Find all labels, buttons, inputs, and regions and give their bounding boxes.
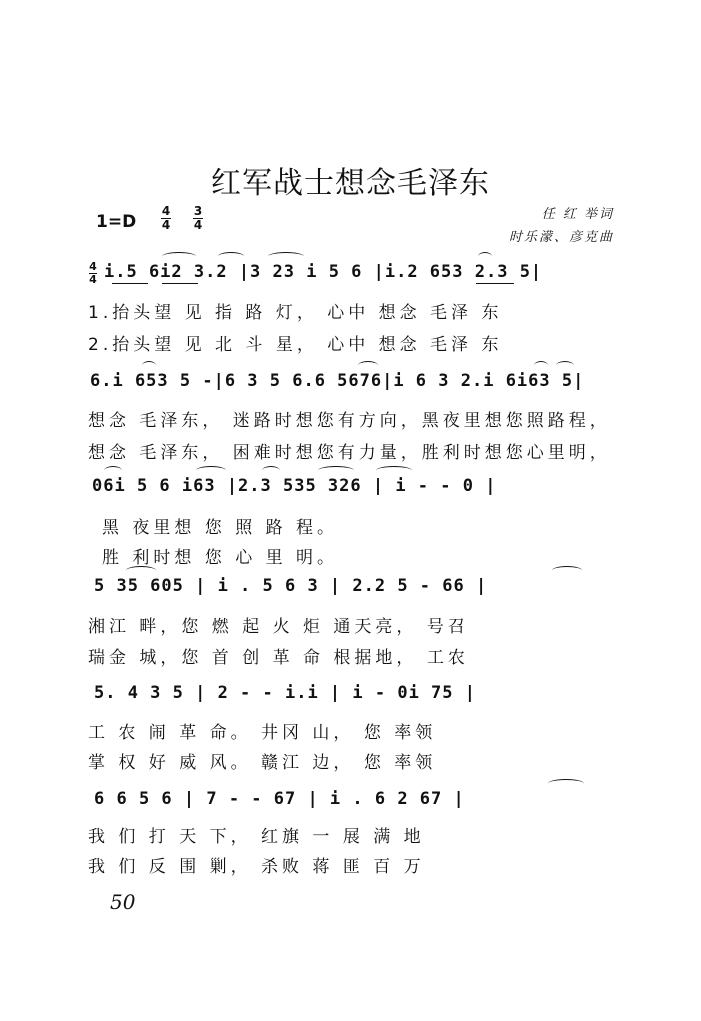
- notation-row: 06i 5 6 i63 |2.3 535 326 | i - - 0 |: [92, 476, 497, 496]
- slur-mark: [196, 466, 226, 475]
- composer-credit: 时乐濛、彦克曲: [508, 230, 614, 245]
- slur-mark: [358, 361, 378, 370]
- slur-mark: [126, 566, 156, 575]
- notation-row: 5. 4 3 5 | 2 - - i.i | i - 0i 75 |: [94, 683, 476, 703]
- slur-mark: [104, 466, 122, 475]
- slur-mark: [552, 566, 582, 575]
- lyric-row-verse-1: 想念 毛泽东， 迷路时想您有方向，黑夜里想您照路程，: [88, 411, 611, 431]
- notation-row: 6.i 653 5 -|6 3 5 6.6 5676|i 6 3 2.i 6i63 5|: [90, 371, 585, 391]
- page-number: 50: [110, 890, 136, 914]
- lyric-row-verse-1: 黑 夜里想 您 照 路 程。: [102, 518, 339, 538]
- slur-mark: [478, 252, 492, 261]
- beam-line: [476, 283, 514, 284]
- slur-mark: [548, 779, 584, 788]
- lyric-row-verse-2: 瑞金 城，您 首 创 革 命 根据地， 工农: [88, 648, 469, 668]
- song-title: 红军战士想念毛泽东: [211, 166, 490, 201]
- lyric-row-verse-2: 掌 权 好 威 风。 赣江 边， 您 率领: [88, 753, 437, 773]
- slur-mark: [162, 252, 196, 261]
- slur-mark: [142, 361, 156, 370]
- slur-mark: [318, 466, 354, 475]
- lyric-row-verse-1: 1.抬头望 见 指 路 灯， 心中 想念 毛泽 东: [88, 303, 503, 323]
- notation-row: 5 35 605 | i . 5 6 3 | 2.2 5 - 66 |: [94, 576, 488, 596]
- slur-mark: [376, 466, 412, 475]
- beam-line: [162, 283, 198, 284]
- notation-row: 6 6 5 6 | 7 - - 67 | i . 6 2 67 |: [94, 789, 465, 809]
- slur-mark: [556, 361, 574, 370]
- lyric-row-verse-2: 想念 毛泽东， 困难时想您有力量，胜利时想您心里明，: [88, 443, 611, 463]
- slur-mark: [268, 252, 304, 261]
- lyric-row-verse-2: 我 们 反 围 剿， 杀败 蒋 匪 百 万: [88, 857, 425, 877]
- beam-line: [112, 283, 148, 284]
- slur-mark: [534, 361, 548, 370]
- time-signature-3-4: 3 4: [193, 204, 203, 232]
- lyric-row-verse-1: 湘江 畔，您 燃 起 火 炬 通天亮， 号召: [88, 617, 469, 637]
- initial-time-signature: 4 4: [89, 260, 97, 286]
- lyric-row-verse-1: 我 们 打 天 下， 红旗 一 展 满 地: [88, 827, 425, 847]
- slur-mark: [262, 466, 280, 475]
- lyric-row-verse-2: 2.抬头望 见 北 斗 星， 心中 想念 毛泽 东: [88, 335, 503, 355]
- lyricist-credit: 任 红 举词: [541, 207, 614, 222]
- lyric-row-verse-1: 工 农 闹 革 命。 井冈 山， 您 率领: [88, 723, 437, 743]
- notation-row: i.5 6i2 3.2 |3 23 i 5 6 |i.2 653 2.3 5|: [104, 262, 543, 282]
- time-signature-4-4: 4 4: [161, 204, 171, 232]
- slur-mark: [218, 252, 244, 261]
- lyric-row-verse-2: 胜 利时想 您 心 里 明。: [102, 548, 339, 568]
- key-signature: 1=D: [96, 212, 137, 232]
